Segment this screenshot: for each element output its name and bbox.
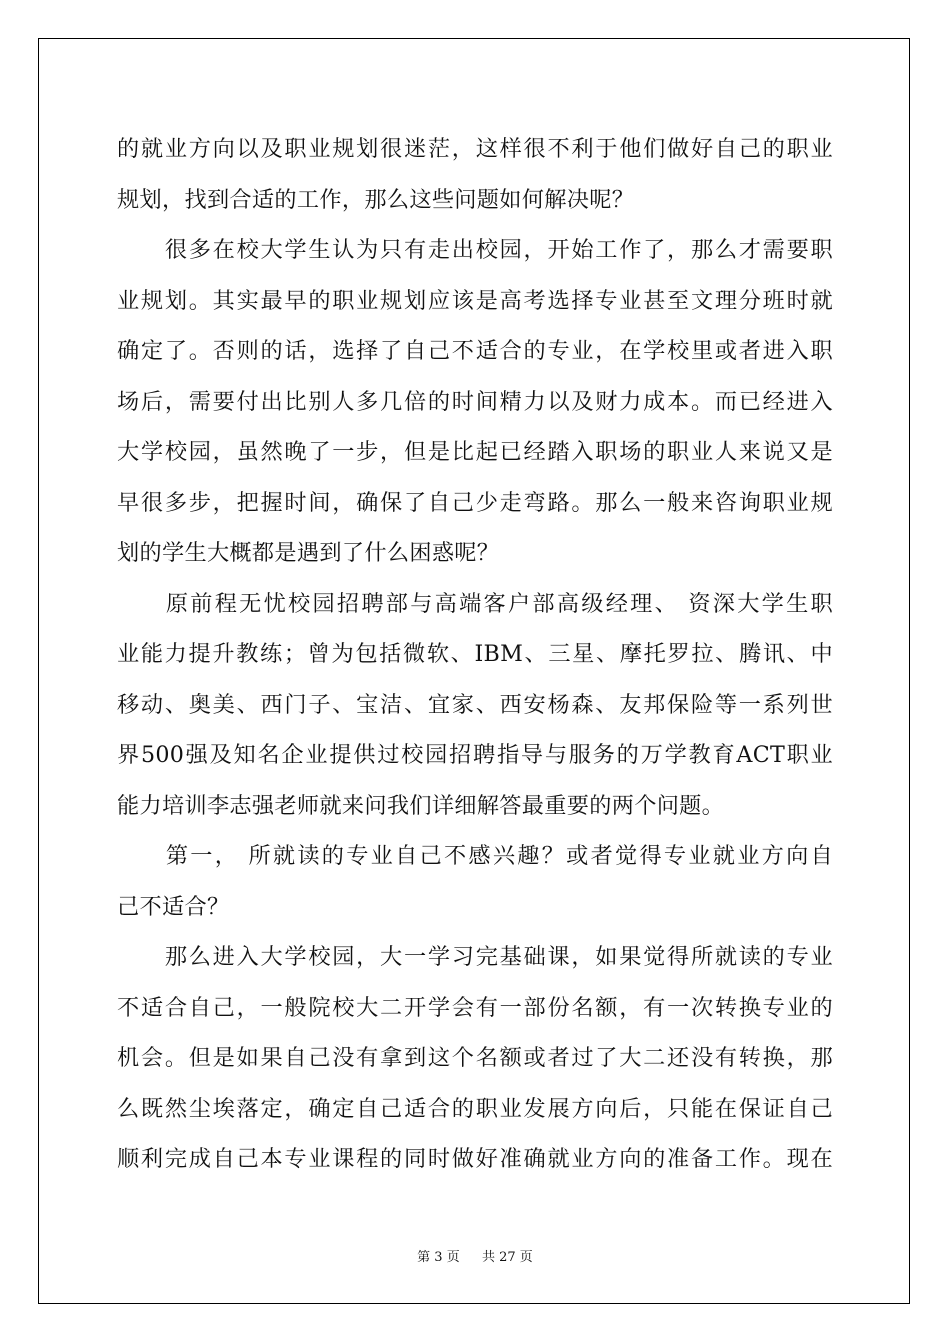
text-line: 那么进入大学校园，大一学习完基础课，如果觉得所就读的专业	[117, 944, 833, 970]
paragraph-4	[117, 831, 833, 932]
text-line: 不适合自己，一般院校大二开学会有一部份名额，有一次转换专业的	[117, 994, 833, 1021]
text-line: 确定了。否则的话，选择了自己不适合的专业，在学校里或者进入职	[117, 338, 833, 364]
text-line: 早很多步，把握时间，确保了自己少走弯路。那么一般来咨询职业规	[117, 489, 833, 516]
text-line: 很多在校大学生认为只有走出校园，开始工作了，那么才需要职	[117, 237, 833, 263]
paragraph-3	[117, 579, 833, 832]
text-line: 业规划。其实最早的职业规划应该是高考选择专业甚至文理分班时就	[117, 287, 833, 314]
text-line: 移动、奥美、西门子、宝洁、宜家、西安杨森、友邦保险等一系列世	[117, 691, 833, 718]
page-number: 第 3 页	[417, 1250, 460, 1265]
text-line: 业能力提升教练；曾为包括微软、IBM、三星、摩托罗拉、腾讯、中	[117, 641, 833, 667]
text-line: 界500强及知名企业提供过校园招聘指导与服务的万学教育ACT职业	[117, 742, 833, 768]
page-footer	[0, 1246, 950, 1265]
paragraph-1	[117, 124, 833, 225]
paragraph-5	[117, 932, 833, 1185]
text-line: 能力培训李志强老师就来问我们详细解答最重要的两个问题。	[117, 792, 725, 819]
paragraph-2	[117, 225, 833, 579]
text-line: 原前程无忧校园招聘部与高端客户部高级经理、 资深大学生职	[117, 590, 833, 617]
total-pages: 共 27 页	[482, 1250, 533, 1265]
text-line: 的就业方向以及职业规划很迷茫，这样很不利于他们做好自己的职业	[117, 136, 833, 162]
text-line: 第一， 所就读的专业自己不感兴趣？或者觉得专业就业方向自	[117, 843, 833, 869]
text-line: 么既然尘埃落定，确定自己适合的职业发展方向后，只能在保证自己	[117, 1095, 833, 1122]
text-line: 己不适合？	[117, 893, 230, 920]
text-line: 划的学生大概都是遇到了什么困惑呢？	[117, 540, 500, 566]
text-line: 顺利完成自己本专业课程的同时做好准确就业方向的准备工作。现在	[117, 1146, 833, 1172]
text-line: 机会。但是如果自己没有拿到这个名额或者过了大二还没有转换，那	[117, 1045, 833, 1071]
document-body	[117, 124, 833, 1185]
text-line: 规划，找到合适的工作，那么这些问题如何解决呢？	[117, 186, 635, 213]
text-line: 大学校园，虽然晚了一步，但是比起已经踏入职场的职业人来说又是	[117, 439, 833, 465]
text-line: 场后，需要付出比别人多几倍的时间精力以及财力成本。而已经进入	[117, 388, 833, 415]
